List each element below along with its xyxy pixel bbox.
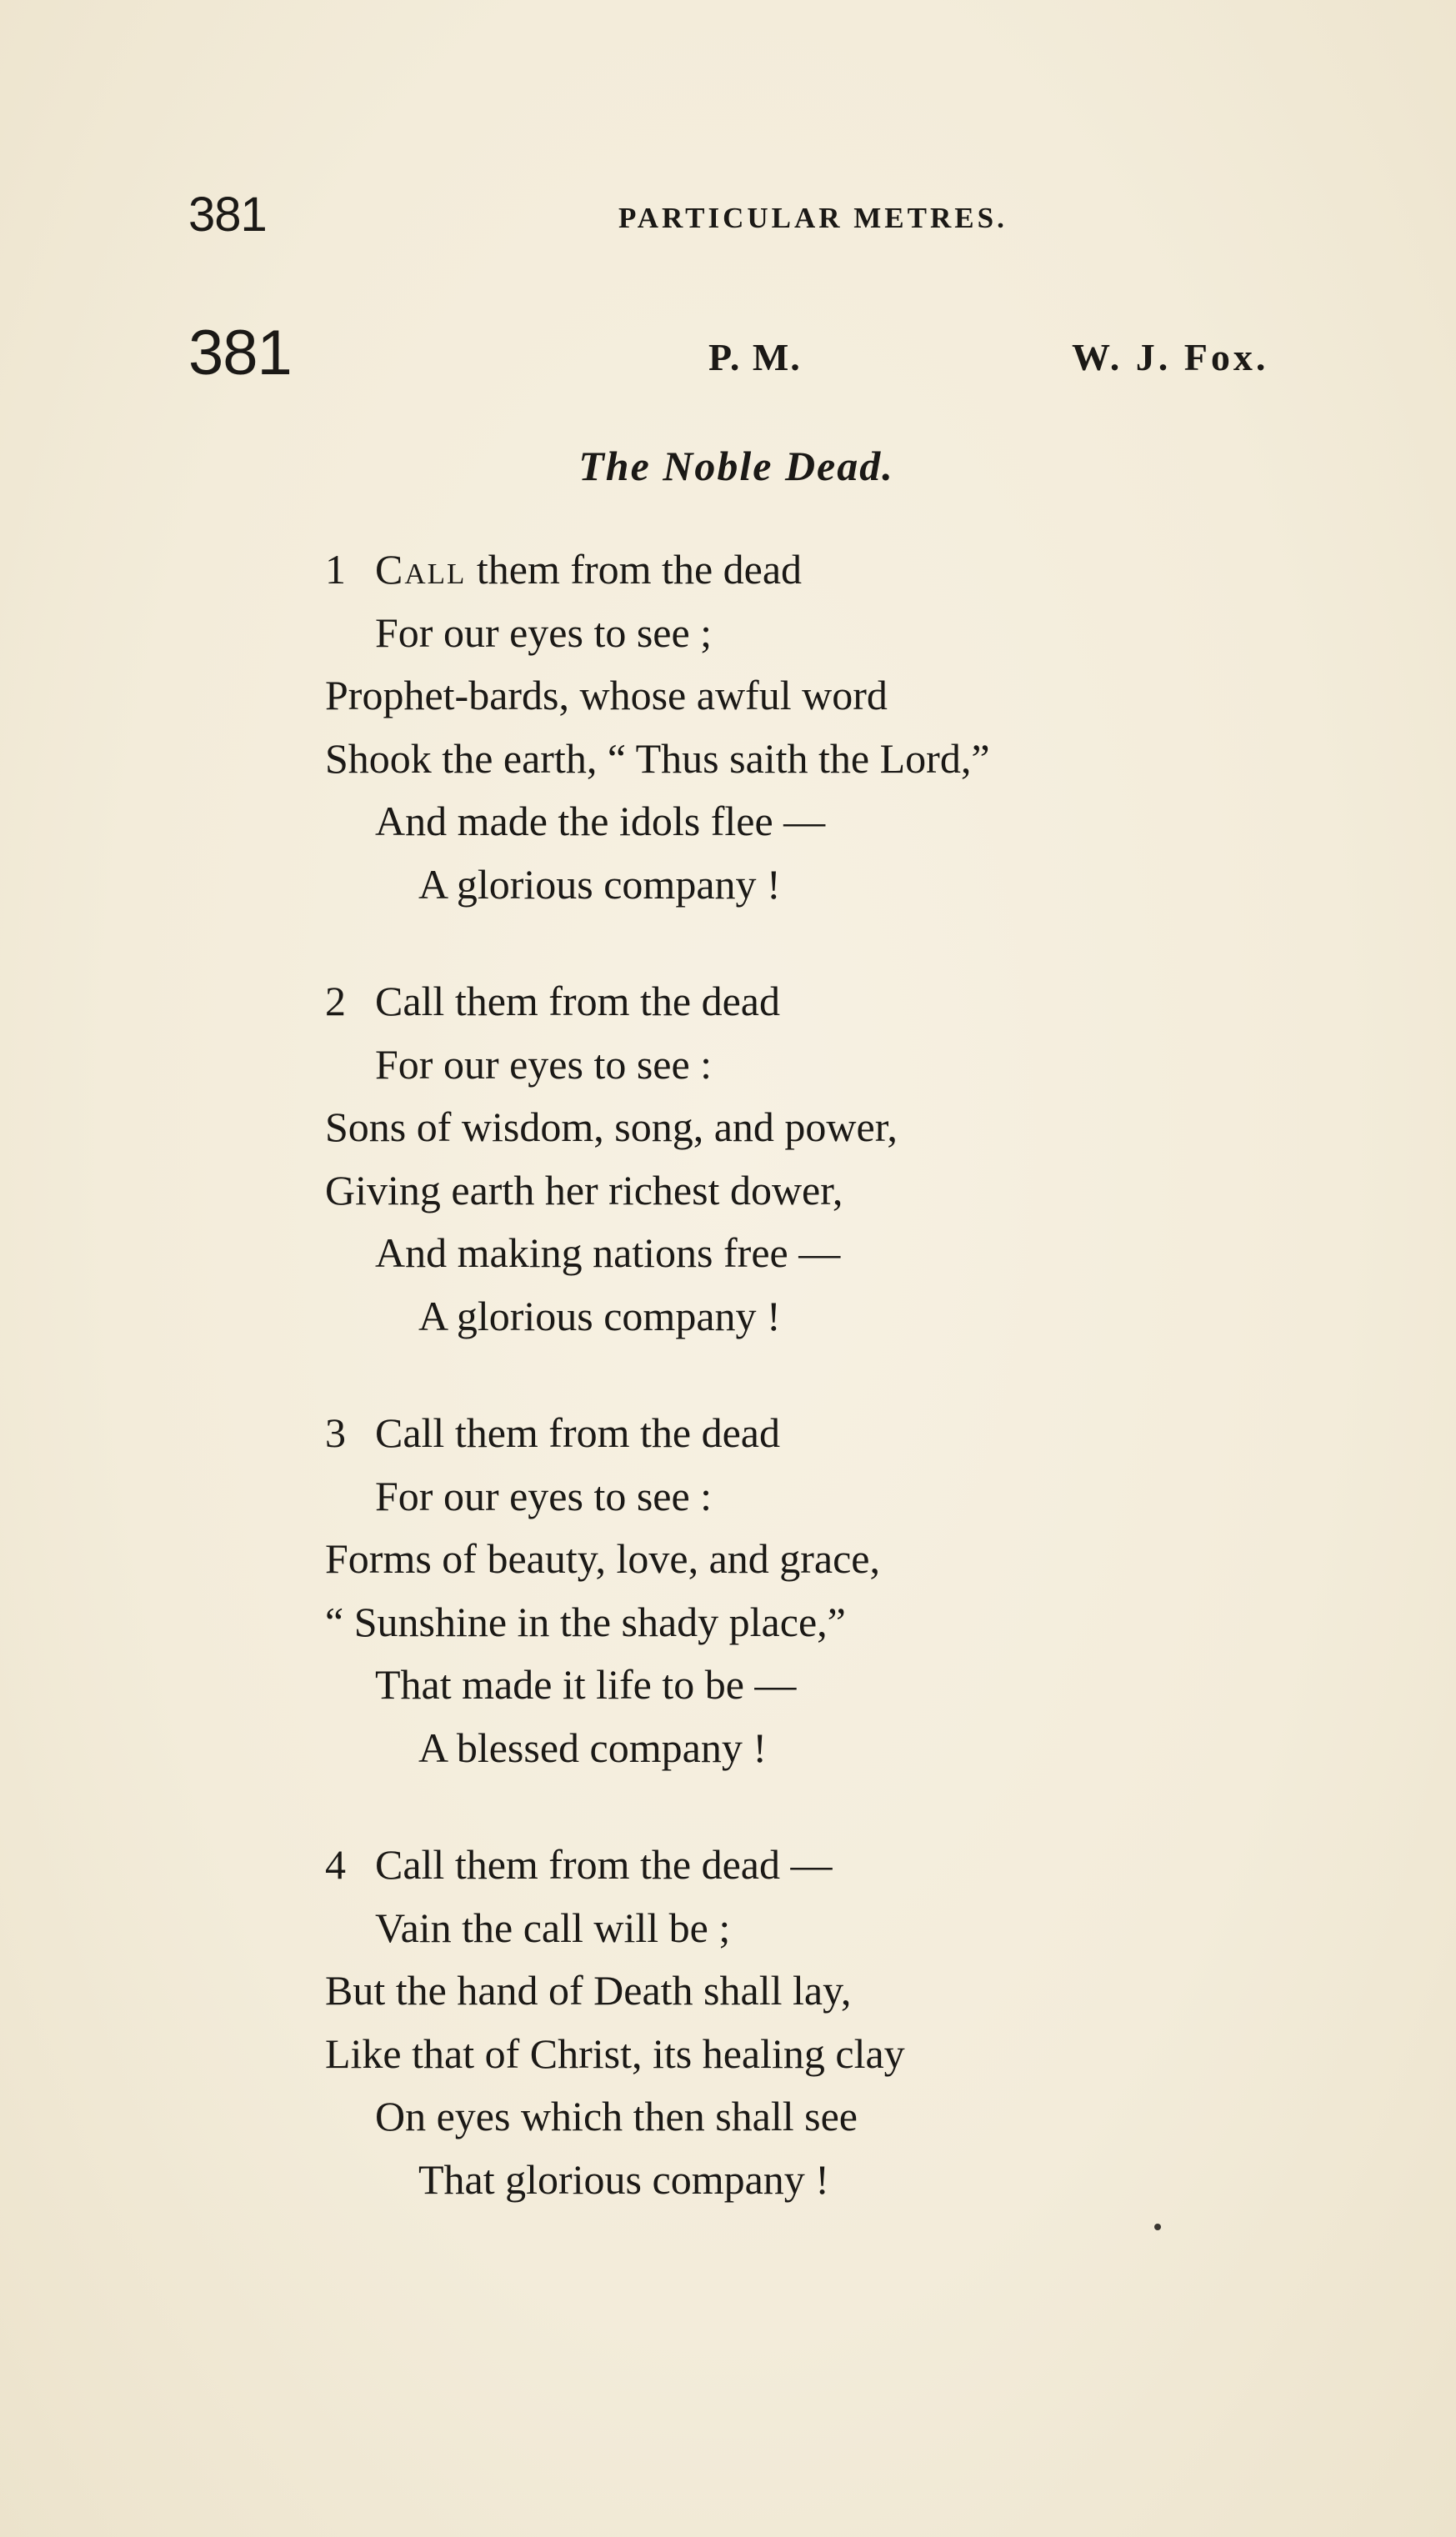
stanza-number: 2	[325, 978, 346, 1024]
stanza-line: Forms of beauty, love, and grace,	[325, 1535, 880, 1582]
stanza-number: 4	[325, 1841, 346, 1888]
stanza-line: But the hand of Death shall lay,	[325, 1967, 852, 2014]
stanza-line	[0, 1402, 1456, 1465]
section-title: PARTICULAR METRES.	[618, 202, 1008, 234]
stanza-line: For our eyes to see ;	[375, 608, 713, 656]
hymn-title: The Noble Dead.	[578, 443, 894, 489]
stanza-line: Prophet-bards, whose awful word	[325, 672, 888, 718]
ink-speck	[1154, 2224, 1161, 2230]
stanza-line: That made it life to be —	[375, 1661, 797, 1708]
stanza-line: Sons of wisdom, song, and power,	[325, 1103, 898, 1150]
stanza-line: A glorious company !	[418, 860, 781, 908]
stanza-line: A glorious company !	[418, 1292, 781, 1339]
stanza-line	[0, 538, 1456, 602]
running-head	[0, 187, 1456, 242]
hymn-body	[0, 538, 1456, 2265]
stanza-line: On eyes which then shall see	[375, 2093, 858, 2139]
stanza-line	[0, 970, 1456, 1033]
hymn-number: 381	[188, 318, 292, 388]
stanza-line: Giving earth her richest dower,	[325, 1166, 843, 1213]
hymn-metre: P. M.	[708, 336, 802, 378]
stanza-line: Shook the earth, “ Thus saith the Lord,”	[325, 734, 990, 782]
stanza-line: Like that of Christ, its healing clay	[325, 2029, 905, 2077]
stanza-line	[0, 1834, 1456, 1897]
stanza-line: Vain the call will be ;	[375, 1904, 731, 1951]
stanza-line: That glorious company !	[418, 2155, 829, 2203]
stanza-line-text: them from the dead	[466, 546, 803, 593]
stanza-line: And made the idols flee —	[375, 798, 826, 844]
stanza-line-text: Call them from the dead —	[375, 1841, 833, 1888]
stanza-3	[0, 1402, 1456, 1779]
stanza-number: 3	[325, 1409, 346, 1456]
stanza-line: “ Sunshine in the shady place,”	[325, 1598, 846, 1645]
stanza-line: For our eyes to see :	[375, 1472, 713, 1519]
stanza-line: A blessed company !	[418, 1724, 767, 1771]
stanza-4	[0, 1834, 1456, 2211]
hymn-author: W. J. Fox.	[1072, 336, 1269, 378]
hymn-header	[0, 317, 1456, 400]
page-number: 381	[188, 188, 267, 242]
stanza-line-text: Call them from the dead	[375, 1409, 780, 1456]
stanza-line: For our eyes to see :	[375, 1040, 713, 1088]
stanza-first-word: Call	[375, 546, 467, 593]
stanza-number: 1	[325, 546, 346, 593]
stanza-line: And making nations free —	[375, 1229, 841, 1276]
stanza-line-text: Call them from the dead	[375, 978, 780, 1024]
stanza-1	[0, 538, 1456, 916]
stanza-2	[0, 970, 1456, 1348]
